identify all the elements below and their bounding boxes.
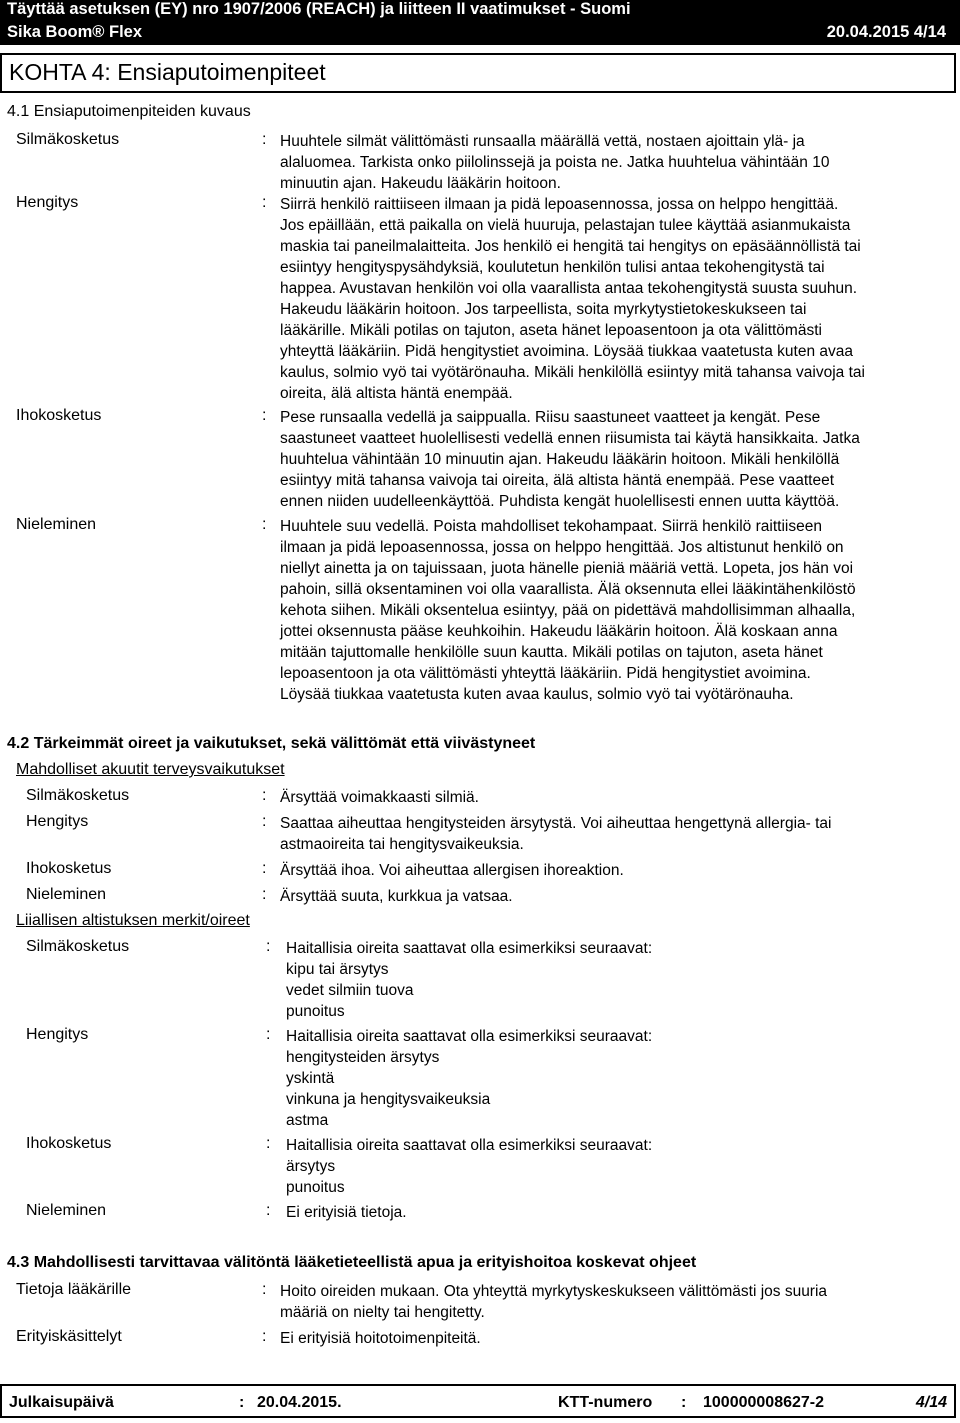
acute-skin-text: Ärsyttää ihoa. Voi aiheuttaa allergisen ihoreaktion. <box>280 862 624 879</box>
document-footer <box>0 1384 956 1418</box>
separator-colon: : <box>262 194 267 211</box>
acute-ingestion-text: Ärsyttää suuta, kurkkua ja vatsaa. <box>280 888 513 905</box>
s41-eye-label: Silmäkosketus <box>16 131 120 148</box>
footer-date-value: 20.04.2015. <box>257 1394 342 1411</box>
overexp-skin-label: Ihokosketus <box>26 1135 112 1152</box>
regulation-title: Täyttää asetuksen (EY) nro 1907/2006 (REACH) ja liitteen II vaatimukset - Suomi <box>7 0 631 18</box>
s41-eye-text: Huuhtele silmät välittömästi runsaalla määrällä vettä, nostaen ajoittain ylä- ja alaluomea. Tarkista onko piilolinssejä ja poista ne. Jatka huuhtelua vähintään 10 minuutin ajan. Hakeudu lääkärin hoitoon. <box>280 133 830 192</box>
document-header <box>0 0 960 45</box>
overexposure-heading: Liiallisen altistuksen merkit/oireet <box>16 912 250 929</box>
s41-skin-label: Ihokosketus <box>16 407 102 424</box>
separator-colon: : <box>262 1328 267 1345</box>
s41-ingestion-label: Nieleminen <box>16 516 97 533</box>
separator-colon: : <box>262 516 267 533</box>
s41-skin-text: Pese runsaalla vedellä ja saippualla. Riisu saastuneet vaatteet ja kengät. Pese saastuneet vaatteet huolellisesti vedellä ennen riisumista tai käytä hansikkaita. Jatka huuhtelua vähintään 10 minuutin ajan. Hakeudu lääkärin hoitoon. Mikäli henkilöllä esiintyy mitä tahansa vaivoja tai oireita, älä altista häntä enempää. Pese vaatteet ennen niiden uudelleenkäyttöä. Puhdista kengät huolellisesti ennen uutta käyttöä. <box>280 409 860 510</box>
separator-colon: : <box>266 1135 271 1152</box>
subsection-4-1-heading: 4.1 Ensiaputoimenpiteiden kuvaus <box>7 103 251 120</box>
overexp-eye-text: Haitallisia oireita saattavat olla esimerkiksi seuraavat: kipu tai ärsytys vedet silmiin tuova punoitus <box>286 940 653 1020</box>
acute-inhalation-label: Hengitys <box>26 813 89 830</box>
acute-skin-label: Ihokosketus <box>26 860 112 877</box>
acute-ingestion-label: Nieleminen <box>26 886 107 903</box>
separator-colon: : <box>262 886 267 903</box>
acute-inhalation-text: Saattaa aiheuttaa hengitysteiden ärsytystä. Voi aiheuttaa hengettynä allergia- tai astmaoireita tai hengitysvaikeuksia. <box>280 815 832 853</box>
separator-colon: : <box>262 407 267 424</box>
separator-colon: : <box>262 131 267 148</box>
s41-ingestion-text: Huuhtele suu vedellä. Poista mahdolliset tekohampaat. Siirrä henkilö raittiiseen ilmaan ja pidä lepoasennossa, jossa on helppo hengittää. Jos altistunut henkilö on niellyt ainetta ja on tajuissaan, juota hänelle pieniä määriä vettä. Lopeta, jos hän voi pahoin, sillä oksentaminen voi olla vaarallista. Älä oksennuta ellei lääkintähenkilöstö kehota siihen. Mikäli oksentelua esiintyy, pää on pidettävä mahdollisimman alhaalla, jottei oksennusta pääse keuhkoihin. Hakeudu lääkärin hoitoon. Älä koskaan anna mitään tajuttomalle henkilölle suun kautta. Mikäli potilas on tajuton, aseta hänet lepoasentoon ja ota välittömästi yhteyttä lääkäriin. Pidä hengitystiet avoimina. Löysää tiukkaa vaatetusta kuten avaa kaulus, solmio vyö tai vyötärönauha. <box>280 518 856 703</box>
overexp-inhalation-text: Haitallisia oireita saattavat olla esimerkiksi seuraavat: hengitysteiden ärsytys yskintä vinkuna ja hengitysvaikeuksia astma <box>286 1028 653 1129</box>
physician-notes-label: Tietoja lääkärille <box>16 1281 132 1298</box>
separator-colon: : <box>266 938 271 955</box>
special-treatment-label: Erityiskäsittelyt <box>16 1328 122 1345</box>
overexp-eye-label: Silmäkosketus <box>26 938 130 955</box>
subsection-4-2-heading: 4.2 Tärkeimmät oireet ja vaikutukset, sekä välittömät että viivästyneet <box>7 735 536 752</box>
s41-inhalation-text: Siirrä henkilö raittiiseen ilmaan ja pidä lepoasennossa, jossa on helppo hengittää. Jos epäillään, että paikalla on vielä huuruja, pelastajan tulee käyttää asianmukaista maskia tai paneilmalaitteita. Jos henkilö ei hengitä tai hengitys on epäsäännöllistä tai esiintyy hengityspysähdyksiä, koulutetun henkilön tulisi antaa tekohengitystä tai happea. Avustavan henkilön voi olla vaarallista antaa tekohengitystä suusta suuhun. Hakeudu lääkärin hoitoon. Jos tarpeellista, soita myrkytystietokeskukseen tai lääkärille. Mikäli potilas on tajuton, aseta hänet lepoasentoon ja ota välittömästi yhteyttä lääkäriin. Pidä hengitystiet avoimina. Löysää tiukkaa vaatetusta kuten avaa kaulus, solmio vyö tai vyötärönauha. Mikäli henkilöllä esiintyy mitä tahansa vaivoja tai oireita, älä altista häntä enempää. <box>280 196 865 402</box>
separator-colon: : <box>681 1394 687 1411</box>
separator-colon: : <box>262 860 267 877</box>
separator-colon: : <box>262 1281 267 1298</box>
section-title: KOHTA 4: Ensiaputoimenpiteet <box>9 59 326 85</box>
footer-page: 4/14 <box>915 1394 947 1411</box>
section-title-box <box>0 53 956 93</box>
subsection-4-3-heading: 4.3 Mahdollisesti tarvittavaa välitöntä lääketieteellistä apua ja erityishoitoa koskevat ohjeet <box>7 1254 697 1271</box>
separator-colon: : <box>266 1026 271 1043</box>
overexp-ingestion-label: Nieleminen <box>26 1202 107 1219</box>
separator-colon: : <box>266 1202 271 1219</box>
footer-ktt-value: 100000008627-2 <box>703 1394 825 1411</box>
acute-eye-text: Ärsyttää voimakkaasti silmiä. <box>280 789 479 806</box>
footer-ktt-label: KTT-numero <box>558 1394 653 1411</box>
footer-date-label: Julkaisupäivä <box>9 1394 114 1411</box>
acute-eye-label: Silmäkosketus <box>26 787 130 804</box>
overexp-skin-text: Haitallisia oireita saattavat olla esimerkiksi seuraavat: ärsytys punoitus <box>286 1137 653 1196</box>
separator-colon: : <box>262 787 267 804</box>
overexp-ingestion-text: Ei erityisiä tietoja. <box>286 1204 407 1221</box>
s41-inhalation-label: Hengitys <box>16 194 79 211</box>
product-name: Sika Boom® Flex <box>7 23 143 41</box>
header-date-page: 20.04.2015 4/14 <box>826 23 946 41</box>
acute-effects-heading: Mahdolliset akuutit terveysvaikutukset <box>16 761 285 778</box>
physician-notes-text: Hoito oireiden mukaan. Ota yhteyttä myrkytyskeskukseen välittömästi jos suuria määriä on nielty tai hengitetty. <box>280 1283 828 1321</box>
separator-colon: : <box>239 1394 245 1411</box>
separator-colon: : <box>262 813 267 830</box>
special-treatment-text: Ei erityisiä hoitotoimenpiteitä. <box>280 1330 481 1347</box>
overexp-inhalation-label: Hengitys <box>26 1026 89 1043</box>
